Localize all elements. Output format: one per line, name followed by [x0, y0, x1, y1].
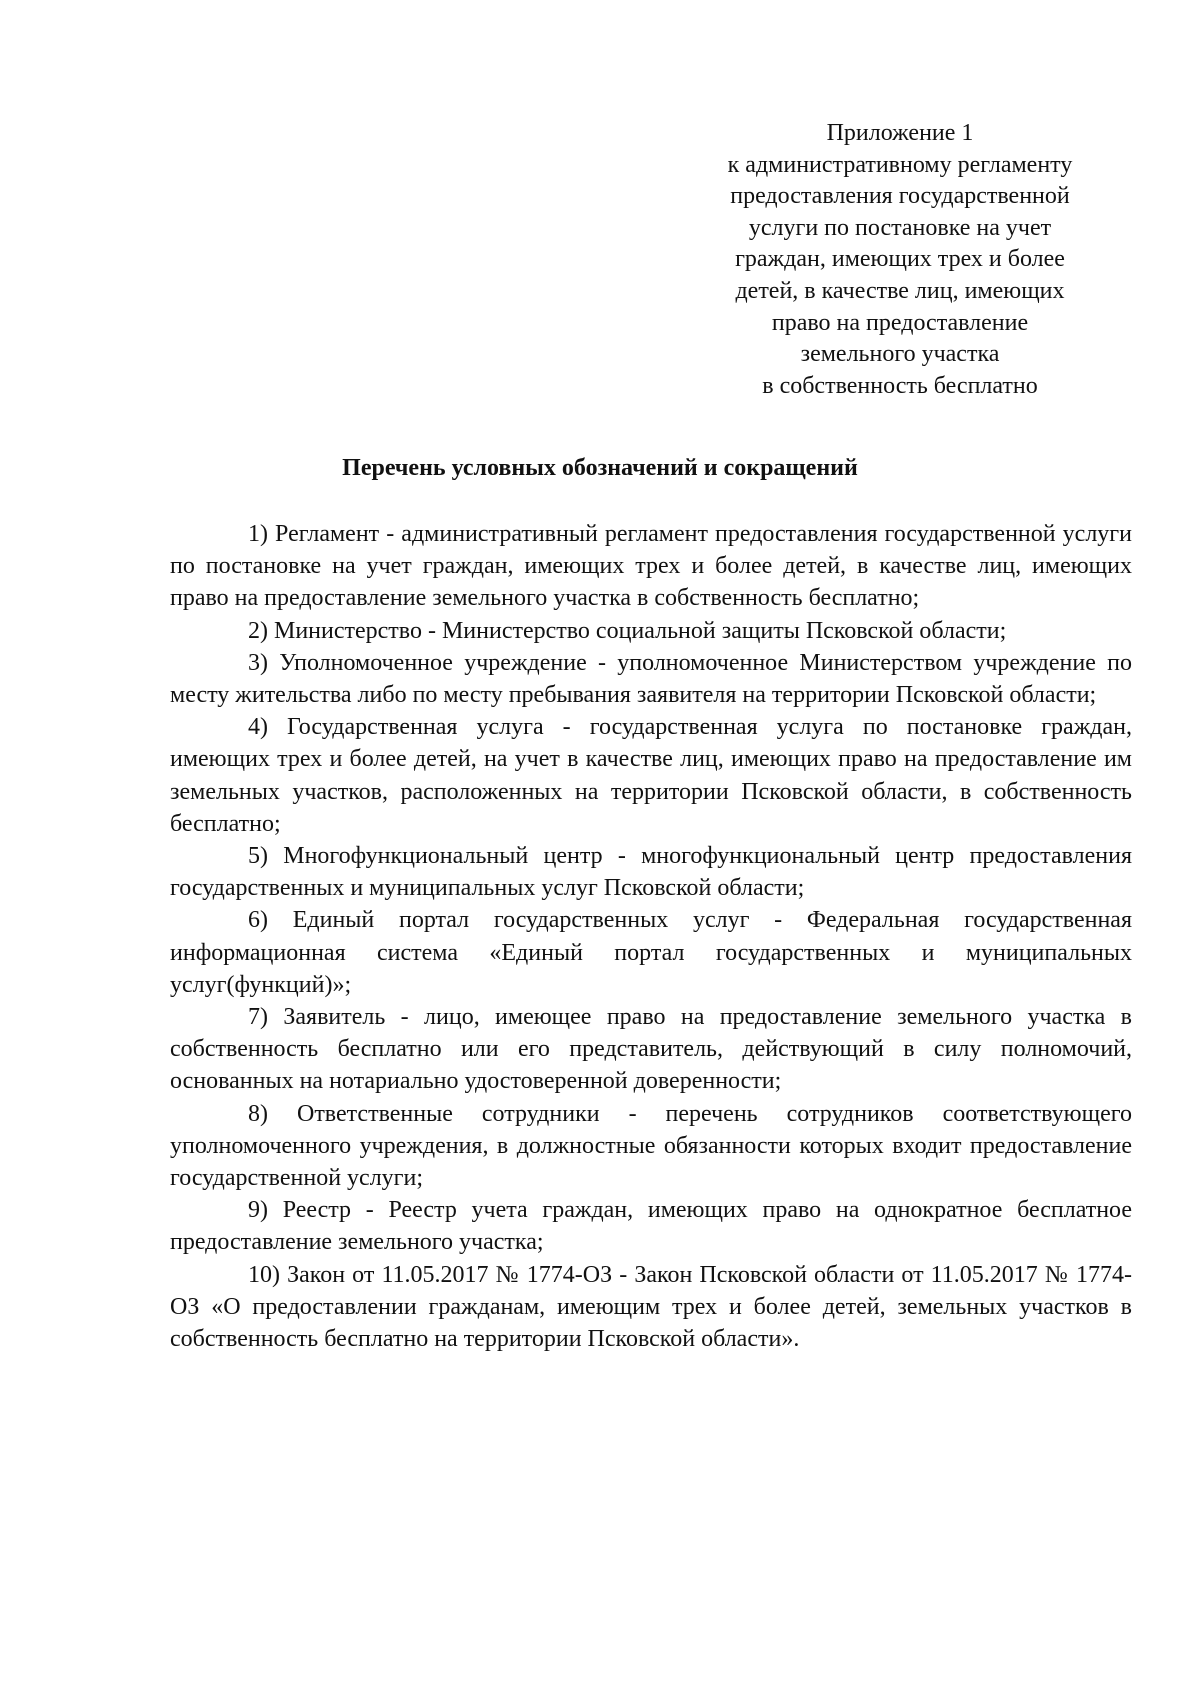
appendix-line: право на предоставление [771, 309, 1029, 336]
abbreviations-list [170, 518, 1132, 1355]
list-item: 8) Ответственные сотрудники - перечень сотрудников соответствующего уполномоченного учреждения, в должностные обязанности которых входит предоставление государственной услуги; [170, 1100, 1132, 1192]
list-item: 10) Закон от 11.05.2017 № 1774-ОЗ - Закон Псковской области от 11.05.2017 № 1774-ОЗ «О предоставлении гражданам, имеющим трех и более детей, земельных участков в собственность бесплатно на территории Псковской области». [170, 1261, 1132, 1353]
list-item: 2) Министерство - Министерство социальной защиты Псковской области; [248, 617, 1007, 644]
list-item: 5) Многофункциональный центр - многофункциональный центр предоставления государственных и муниципальных услуг Псковской области; [170, 843, 1132, 902]
list-item: 3) Уполномоченное учреждение - уполномоченное Министерством учреждение по месту жительства либо по месту пребывания заявителя на территории Псковской области; [170, 649, 1132, 709]
list-item: 9) Реестр - Реестр учета граждан, имеющих право на однократное бесплатное предоставление земельного участка; [170, 1197, 1132, 1256]
list-item: 1) Регламент - административный регламент предоставления государственной услуги по постановке на учет граждан, имеющих трех и более детей, в качестве лиц, имеющих право на предоставление земельного участка в собственность бесплатно; [170, 521, 1132, 612]
list-item: 4) Государственная услуга - государственная услуга по постановке граждан, имеющих трех и более детей, на учет в качестве лиц, имеющих право на предоставление им земельных участков, расположенных на территории Псковской области, в собственность бесплатно; [170, 714, 1132, 837]
appendix-line: к административному регламенту [727, 151, 1073, 178]
appendix-line: услуги по постановке на учет [748, 214, 1052, 241]
appendix-line: граждан, имеющих трех и более [735, 246, 1065, 273]
appendix-line: в собственность бесплатно [762, 372, 1038, 399]
list-item: 6) Единый портал государственных услуг - Федеральная государственная информационная система «Единый портал государственных и муниципальных услуг(функций)»; [170, 907, 1132, 998]
document-title: Перечень условных обозначений и сокращений [342, 455, 858, 481]
appendix-header [680, 118, 1120, 402]
list-item: 7) Заявитель - лицо, имеющее право на предоставление земельного участка в собственность бесплатно или его представитель, действующий в силу полномочий, основанных на нотариально удостоверенной доверенности; [170, 1004, 1132, 1095]
appendix-line: предоставления государственной [730, 183, 1070, 210]
appendix-line: земельного участка [800, 341, 1000, 368]
appendix-line: детей, в качестве лиц, имеющих [735, 277, 1065, 304]
appendix-line: Приложение 1 [826, 120, 974, 146]
